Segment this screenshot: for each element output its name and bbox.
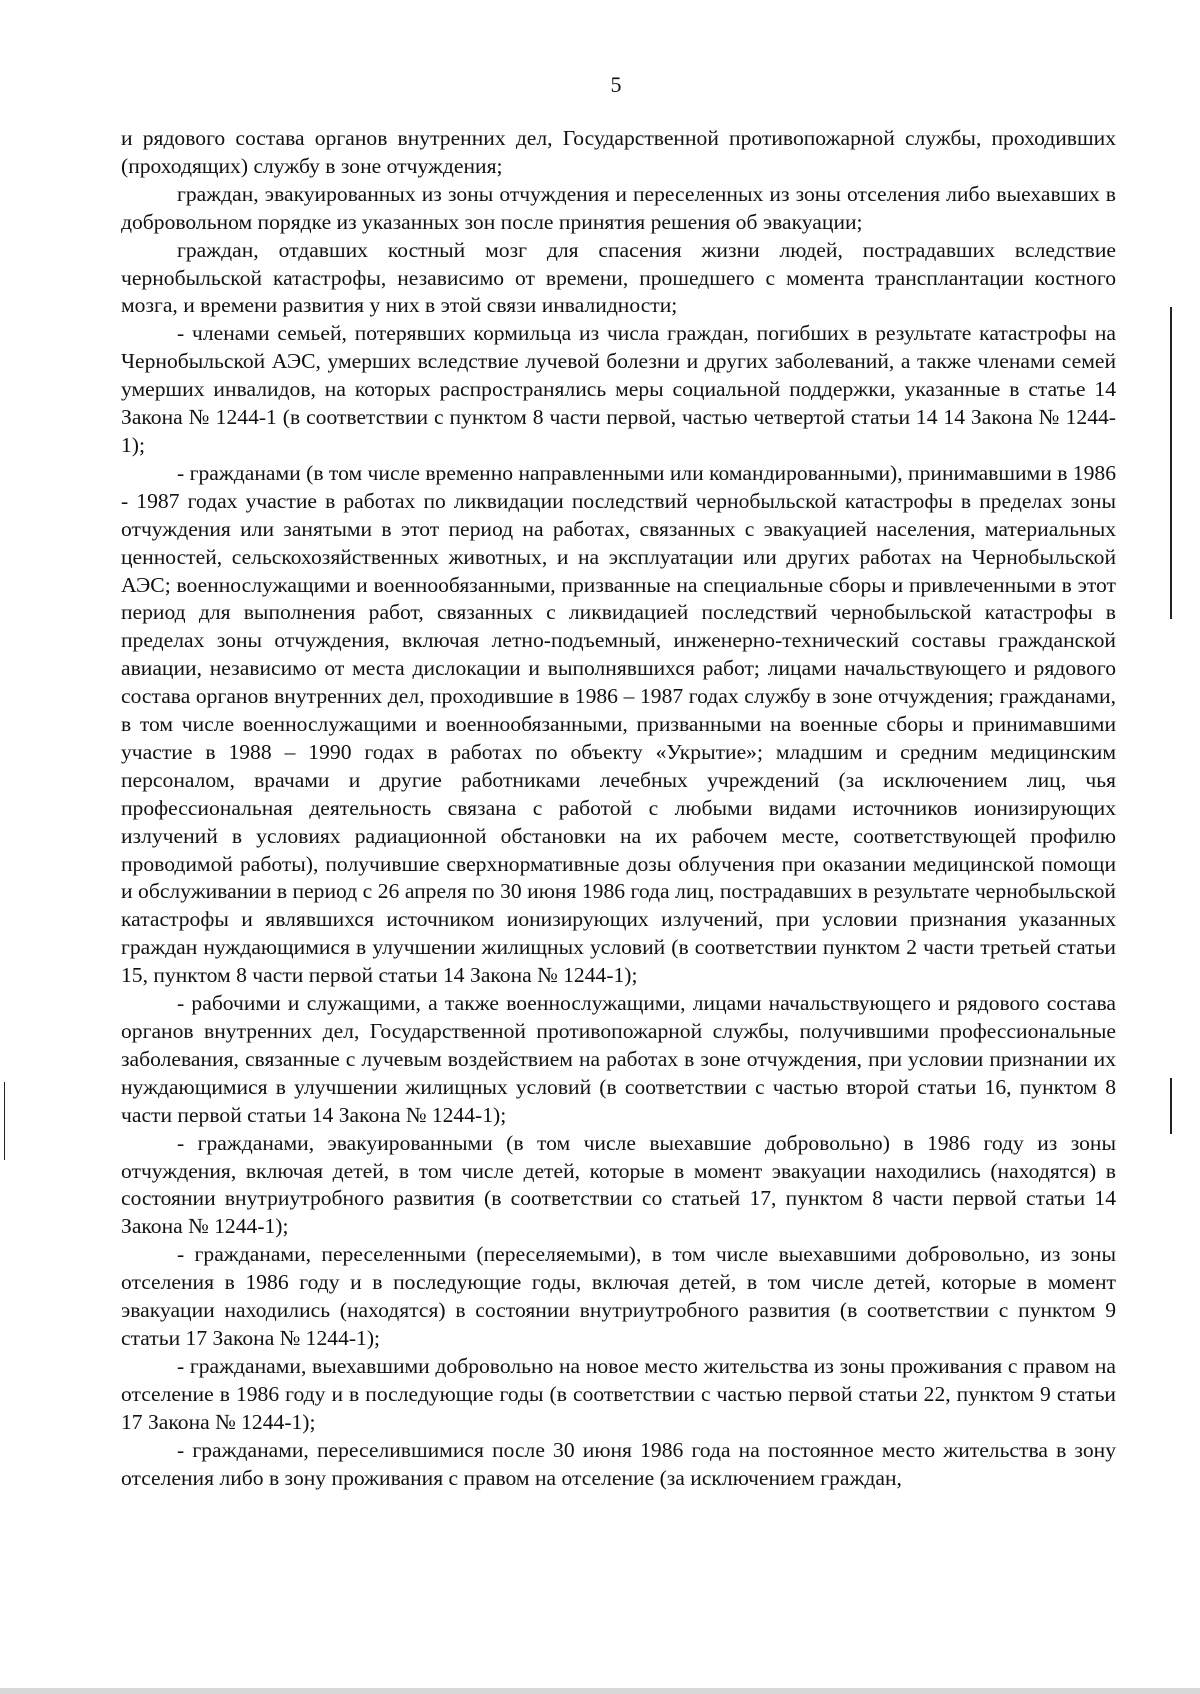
margin-mark-left <box>4 1082 5 1160</box>
paragraph-4: - членами семьей, потерявших кормильца из числа граждан, погибших в результате катастрофы на Чернобыльской АЭС, умерших вследствие лучевой болезни и других заболеваний, а также членами семей умерших инвалидов, на которых распространялись меры социальной поддержки, указанные в статье 14 Закона № 1244-1 (в соответствии с пунктом 8 части первой, частью четвертой статьи 14 14 Закона № 1244-1); <box>121 321 1116 457</box>
page-number: 5 <box>610 72 622 97</box>
scan-bottom-edge <box>0 1688 1200 1694</box>
margin-mark-right-upper <box>1170 307 1172 619</box>
margin-mark-right-lower <box>1170 1078 1172 1134</box>
paragraph-5: - гражданами (в том числе временно направленными или командированными), принимавшими в 1986 - 1987 годах участие в работах по ликвидации последствий чернобыльской катастрофы в пределах зоны отчуждения или занятыми в этот период на работах, связанных с эвакуацией населения, материальных ценностей, сельскохозяйственных животных, и на эксплуатации или других работах на Чернобыльской АЭС; военнослужащими и военнообязанными, призванные на специальные сборы и привлеченными в этот период для выполнения работ, связанных с ликвидацией последствий чернобыльской катастрофы в пределах зоны отчуждения, включая летно-подъемный, инженерно-технический составы гражданской авиации, независимо от места дислокации и выполнявшихся работ; лицами начальствующего и рядового состава органов внутренних дел, проходившие в 1986 – 1987 годах службу в зоне отчуждения; гражданами, в том числе военнослужащими и военнообязанными, призванными на военные сборы и принимавшими участие в 1988 – 1990 годах в работах по объекту «Укрытие»; младшим и средним медицинским персоналом, врачами и другие работниками лечебных учреждений (за исключением лиц, чья профессиональная деятельность связана с работой с любыми видами источников ионизирующих излучений в условиях радиационной обстановки на их рабочем месте, соответствующей профилю проводимой работы), получившие сверхнормативные дозы облучения при оказании медицинской помощи и обслуживании в период с 26 апреля по 30 июня 1986 года лиц, пострадавших в результате чернобыльской катастрофы и являвшихся источником ионизирующих излучений, при условии признания указанных граждан нуждающимися в улучшении жилищных условий (в соответствии пунктом 2 части третьей статьи 15, пунктом 8 части первой статьи 14 Закона № 1244-1); <box>121 460 1116 988</box>
document-body <box>121 125 1116 1492</box>
paragraph-1: и рядового состава органов внутренних дел, Государственной противопожарной службы, проходивших (проходящих) службу в зоне отчуждения; <box>121 126 1116 178</box>
paragraph-2: граждан, эвакуированных из зоны отчуждения и переселенных из зоны отселения либо выехавших в добровольном порядке из указанных зон после принятия решения об эвакуации; <box>121 181 1116 234</box>
paragraph-7: - гражданами, эвакуированными (в том числе выехавшие добровольно) в 1986 году из зоны отчуждения, включая детей, в том числе детей, которые в момент эвакуации находились (находятся) в состоянии внутриутробного развития (в соответствии со статьей 17, пунктом 8 части первой статьи 14 Закона № 1244-1); <box>121 1130 1116 1239</box>
paragraph-9: - гражданами, выехавшими добровольно на новое место жительства из зоны проживания с правом на отселение в 1986 году и в последующие годы (в соответствии с частью первой статьи 22, пунктом 9 статьи 17 Закона № 1244-1); <box>121 1353 1116 1434</box>
paragraph-6: - рабочими и служащими, а также военнослужащими, лицами начальствующего и рядового состава органов внутренних дел, Государственной противопожарной службы, получившими профессиональные заболевания, связанные с лучевым воздействием на работах в зоне отчуждения, при условии признании их нуждающимися в улучшении жилищных условий (в соответствии с частью второй статьи 16, пунктом 8 части первой статьи 14 Закона № 1244-1); <box>121 991 1116 1127</box>
paragraph-8: - гражданами, переселенными (переселяемыми), в том числе выехавшими добровольно, из зоны отселения в 1986 году и в последующие годы, включая детей, в том числе детей, которые в момент эвакуации находились (находятся) в состоянии внутриутробного развития (в соответствии с пунктом 9 статьи 17 Закона № 1244-1); <box>121 1242 1116 1350</box>
paragraph-10: - гражданами, переселившимися после 30 июня 1986 года на постоянное место жительства в зону отселения либо в зону проживания с правом на отселение (за исключением граждан, <box>121 1437 1116 1490</box>
paragraph-3: граждан, отдавших костный мозг для спасения жизни людей, пострадавших вследствие чернобыльской катастрофы, независимо от времени, прошедшего с момента трансплантации костного мозга, и времени развития у них в этой связи инвалидности; <box>121 237 1116 318</box>
